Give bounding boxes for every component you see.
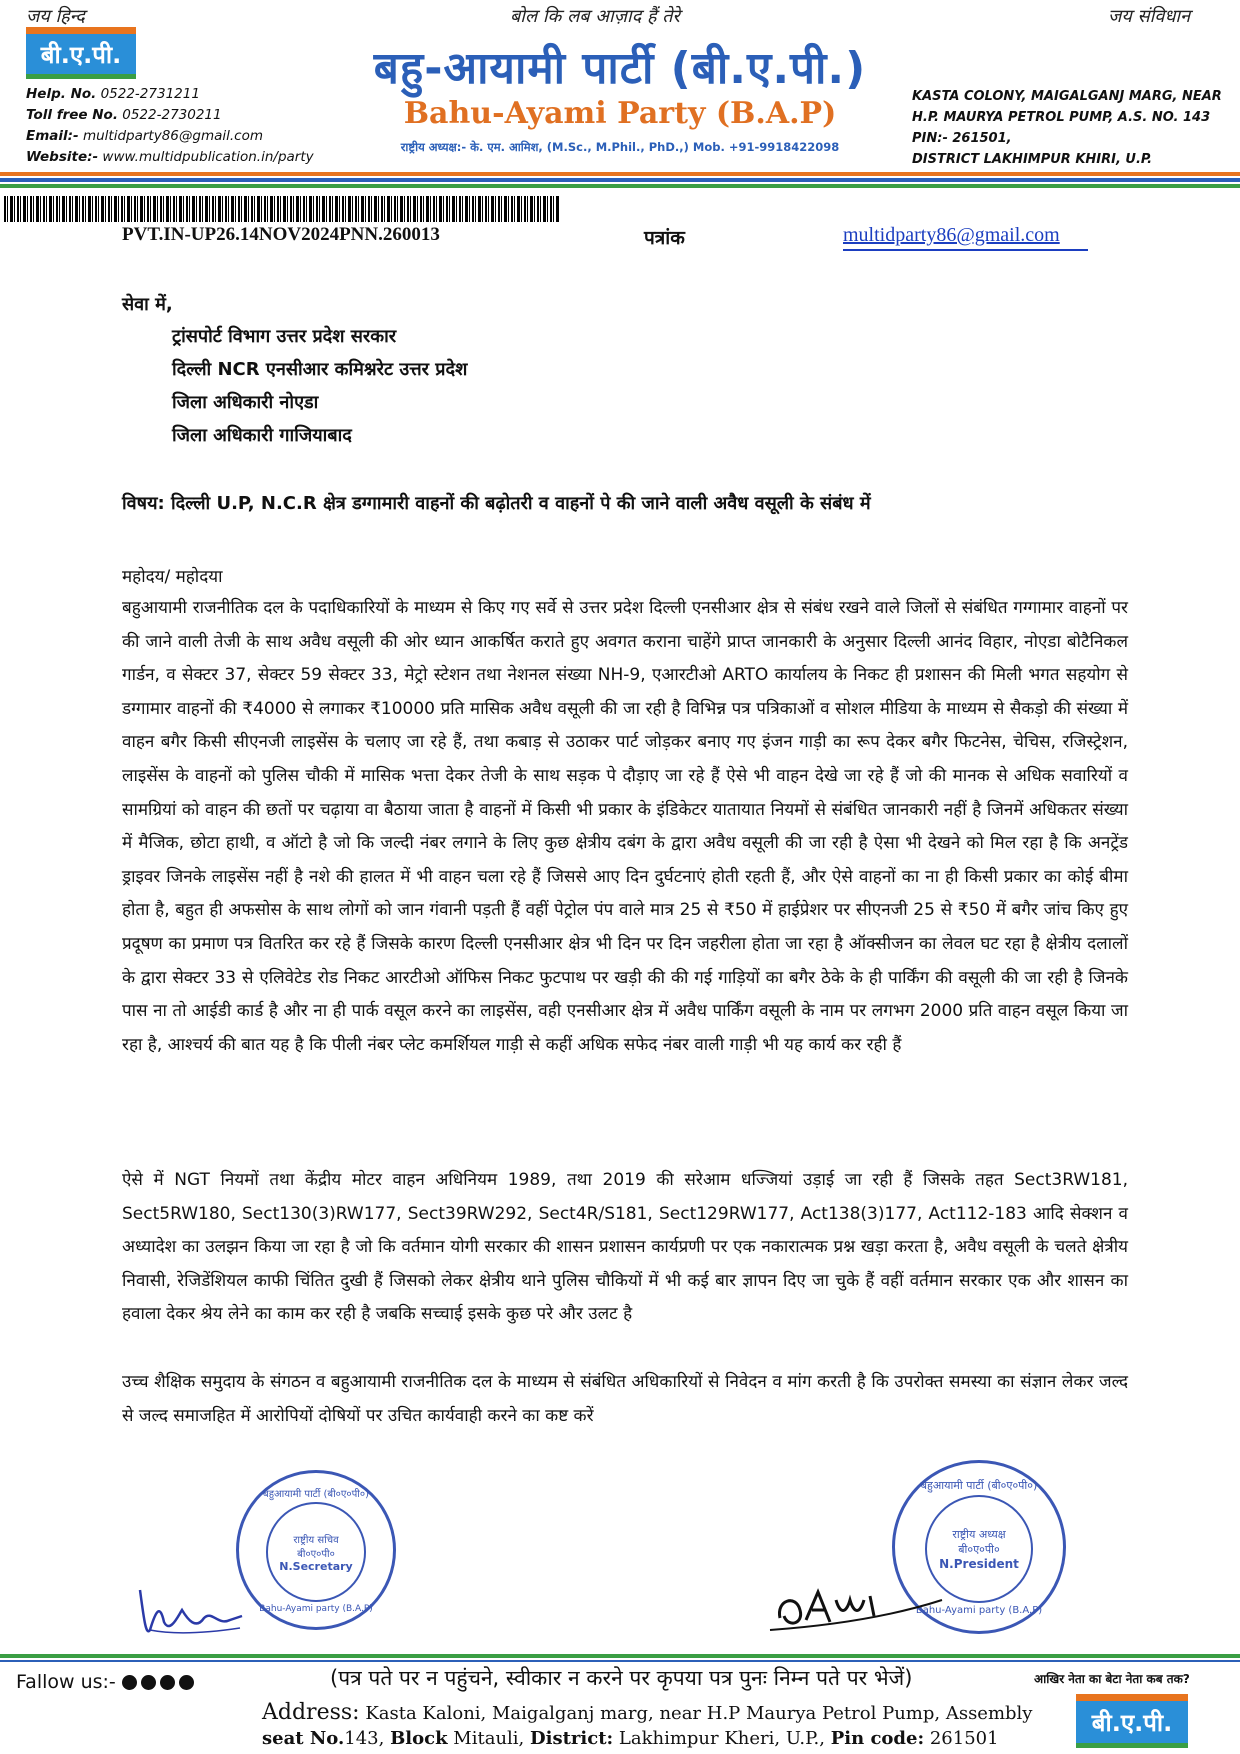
seal-role: N.Secretary: [279, 1559, 353, 1573]
seal-title: राष्ट्रीय अध्यक्ष: [952, 1528, 1006, 1541]
email-underline: [843, 249, 1088, 251]
block-value: Mitauli,: [453, 1728, 525, 1749]
header-stripe-orange: [0, 172, 1240, 176]
subject-line: विषय: दिल्ली U.P, N.C.R क्षेत्र डग्गामारी वाहनों की बढ़ोतरी व वाहनों पे की जाने वाली अवैध वसूली के संबंध में: [122, 493, 871, 514]
seal-bottom-text: Bahu-Ayami party (B.A.P): [259, 1603, 373, 1614]
instagram-icon[interactable]: [141, 1675, 156, 1690]
greeting: महोदय/ महोदया: [122, 567, 223, 587]
logo-text: बी.ए.पी.: [40, 40, 122, 69]
slogan-left: जय हिन्द: [26, 6, 85, 27]
seal-ring-text: बहुआयामी पार्टी (बी०ए०पी०): [263, 1489, 369, 1501]
letter-paragraph-3: उच्च शैक्षिक समुदाय के संगठन व बहुआयामी राजनीतिक दल के माध्यम से संबंधित अधिकारियों से निवेदन व मांग करती है कि उपरोक्त समस्या का संज्ञान लेकर जल्द से जल्द समाजहित में आरोपियों दोषियों पर उचित कार्यवाही करने का कष्ट करें: [122, 1372, 1128, 1426]
address-line-1: Kasta Kaloni, Maigalganj marg, near H.P Maurya Petrol Pump, Assembly: [365, 1703, 1033, 1724]
pincode-label: Pin code:: [830, 1728, 925, 1749]
twitter-icon[interactable]: [160, 1675, 175, 1690]
help-label: Help. No.: [26, 86, 97, 102]
footer-stripe-blue: [0, 1660, 1240, 1662]
seal-role: N.President: [939, 1557, 1019, 1571]
header-stripe-green: [0, 184, 1240, 188]
seal-ring-text: बहुआयामी पार्टी (बी०ए०पी०): [920, 1478, 1038, 1492]
recipient-line: जिला अधिकारी गाजियाबाद: [172, 425, 352, 446]
address-line: DISTRICT LAKHIMPUR KHIRI, U.P.: [912, 152, 1153, 167]
footer-logo: [1076, 1694, 1188, 1748]
tollfree-number: 0522-2730211: [122, 107, 222, 123]
party-name-english: Bahu-Ayami Party (B.A.P): [403, 96, 837, 131]
seal-org: बी०ए०पी०: [297, 1548, 335, 1560]
reference-number: PVT.IN-UP26.14NOV2024PNN.260013: [122, 224, 440, 245]
follow-label: Fallow us:-: [16, 1671, 116, 1693]
footer-stripe: [0, 1654, 1240, 1658]
facebook-icon[interactable]: [122, 1675, 137, 1690]
contact-block: [26, 84, 314, 168]
seal-bottom-text: Bahu-Ayami party (B.A.P): [915, 1605, 1043, 1617]
president-line: राष्ट्रीय अध्यक्ष:- के. एम. आमिश, (M.Sc., M.Phil., PhD.,) Mob. +91-9918422098: [400, 140, 840, 154]
address-line: PIN:- 261501,: [912, 131, 1012, 146]
follow-us: [16, 1671, 198, 1693]
seat-label: seat No.: [262, 1728, 345, 1749]
recipient-line: ट्रांसपोर्ट विभाग उत्तर प्रदेश सरकार: [172, 326, 397, 347]
address-line: KASTA COLONY, MAIGALGANJ MARG, NEAR: [912, 89, 1222, 104]
address-label: Address:: [262, 1700, 360, 1725]
email-label: Email:-: [26, 128, 79, 144]
recipient-line: जिला अधिकारी नोएडा: [172, 392, 319, 413]
header-email[interactable]: multidparty86@gmail.com: [82, 128, 263, 144]
website-link[interactable]: www.multidpublication.in/party: [102, 149, 314, 165]
recipient-line: दिल्ली NCR एनसीआर कमिश्नरेट उत्तर प्रदेश: [172, 359, 468, 380]
letter-paragraph-2: ऐसे में NGT नियमों तथा केंद्रीय मोटर वाहन अधिनियम 1989, तथा 2019 की सरेआम धज्जियां उड़ाई जा रही हैं जिसके तहत Sect3RW181, Sect5RW180, Sect130(3)RW177, Sect39RW292, Sect4R/S181, Sect129RW177, Act138(3)177, Act112-183 आदि सेक्शन व अध्यादेश का उलझन किया जा रहा है जो कि वर्तमान योगी सरकार की शासन प्रशासन कार्यप्रणी पर एक नकारात्मक प्रश्न खड़ा करता है, अवैध वसूली के चलते क्षेत्रीय निवासी, रेजिडेंशियल काफी चिंतित दुखी हैं जिसको लेकर क्षेत्रीय थाने पुलिस चौकियों में भी कई बार ज्ञापन दिए जा चुके हैं वहीं वर्तमान सरकार एक और शासन का हवाला देकर श्रेय लेने का काम कर रही है जबकि सच्चाई इसके कुछ परे और उलट है: [122, 1170, 1128, 1325]
district-label: District:: [530, 1728, 614, 1749]
secretary-signature: [130, 1570, 250, 1640]
seat-value: 143,: [344, 1728, 385, 1749]
pincode-value: 261501: [929, 1728, 999, 1749]
district-value: Lakhimpur Kheri, U.P.,: [618, 1728, 825, 1749]
footer-address: [262, 1700, 1032, 1751]
seal-inner: [266, 1502, 365, 1601]
seal-org: बी०ए०पी०: [958, 1543, 1000, 1556]
slogan-center: बोल कि लब आज़ाद हैं तेरे: [510, 6, 680, 27]
tollfree-label: Toll free No.: [26, 107, 118, 123]
footer-note: (पत्र पते पर न पहुंचने, स्वीकार न करने पर कृपया पत्र पुनः निम्न पते पर भेजें): [330, 1666, 913, 1690]
party-logo: [26, 27, 136, 79]
website-label: Website:-: [26, 149, 99, 165]
slogan-right: जय संविधान: [1108, 6, 1191, 27]
youtube-icon[interactable]: [179, 1675, 194, 1690]
footer-logo-text: बी.ए.पी.: [1091, 1708, 1173, 1737]
secretary-seal: [236, 1470, 396, 1630]
footer-slogan: आखिर नेता का बेटा नेता कब तक?: [1034, 1672, 1190, 1686]
president-signature: [766, 1570, 946, 1640]
patrank-label: पत्रांक: [644, 227, 685, 249]
block-label: Block: [390, 1728, 448, 1749]
salutation-to: सेवा में,: [122, 294, 173, 315]
party-name-hindi: बहु-आयामी पार्टी (बी.ए.पी.): [373, 43, 867, 94]
letter-paragraph-1: बहुआयामी राजनीतिक दल के पदाधिकारियों के माध्यम से किए गए सर्वे से उत्तर प्रदेश दिल्ली एनसीआर क्षेत्र से संबंध रखने वाले जिलों से संबंधित गग्गामार वाहनों पर की जाने वाली तेजी के साथ अवैध वसूली की ओर ध्यान आकर्षित कराते हुए अवगत कराना चाहेंगे प्राप्त जानकारी के अनुसार दिल्ली आनंद विहार, नोएडा बोटैनिकल गार्डन, व सेक्टर 37, सेक्टर 59 सेक्टर 33, मेट्रो स्टेशन तथा नेशनल संख्या NH-9, एआरटीओ ARTO कार्यालय के निकट ही प्रशासन की मिली भगत सहयोग से डग्गामार वाहनों की ₹4000 से लगाकर ₹10000 प्रति मासिक अवैध वसूली की जा रही है विभिन्न पत्र पत्रिकाओं व सोशल मीडिया के माध्यम से सैकड़ो की संख्या में वाहन बगैर किसी सीएनजी लाइसेंस के चलाए जा रहे हैं, तथा कबाड़ से उठाकर पार्ट जोड़कर बनाए गए इंजन गाड़ी का रूप देकर बगैर फिटनेस, चेचिस, रजिस्ट्रेशन, लाइसेंस के वाहनों को पुलिस चौकी में मासिक भत्ता देकर तेजी के साथ सड़क पे दौड़ाए जा रहे हैं ऐसे भी वाहन देखे जा रहे हैं जो की मानक से अधिक सवारियों व सामग्रियां को वाहन की छतों पर चढ़ाया वा बैठाया जाता है वाहनों में किसी भी प्रकार के इंडिकेटर यातायात नियमों से संबंधित जानकारी नहीं है जिनमें अधिकतर संख्या में मैजिक, छोटा हाथी, व ऑटो है जो कि जल्दी नंबर लगाने के लिए कुछ क्षेत्रीय दबंग के द्वारा अवैध वसूली की जा रही है ऐसा भी देखने को मिल रहा है कि अनट्रेंड ड्राइवर जिनके लाइसेंस नहीं है नशे की हालत में भी वाहन चला रहे हैं जिससे आए दिन दुर्घटनाएं होती रहती हैं, और ऐसे वाहनों का ना ही किसी प्रकार का कोई बीमा होता है, बहुत ही अफसोस के साथ लोगों को जान गंवानी पड़ती हैं वहीं पेट्रोल पंप वाले मात्र 25 से ₹50 में हाईप्रेशर पर सीएनजी 25 से ₹50 में बगैर जांच किए हुए प्रदूषण का प्रमाण पत्र वितरित कर रहे हैं जिसके कारण दिल्ली एनसीआर क्षेत्र भी दिन पर दिन जहरीला होता जा रहा है ऑक्सीजन का लेवल घट रहा है क्षेत्रीय दलालों के द्वारा सेक्टर 33 से एलिवेटेड रोड निकट आरटीओ ऑफिस निकट फुटपाथ पर खड़ी की की गई गाड़ियों का बगैर ठेके के ही पार्किंग की वसूली की जा रही है जिनके पास ना तो आईडी कार्ड है और ना ही पार्क वसूल करने का लाइसेंस, वही एनसीआर क्षेत्र में अवैध पार्किंग वसूली के नाम पर लगभग 2000 प्रति वाहन वसूल किया जा रहा है, आश्चर्य की बात यह है कि पीली नंबर प्लेट कमर्शियल गाड़ी से कहीं अधिक सफेद नंबर वाली गाड़ी भी यह कार्य कर रही हैं: [122, 598, 1128, 1055]
help-number: 0522-2731211: [100, 86, 200, 102]
header-address: [912, 86, 1222, 170]
address-line: H.P. MAURYA PETROL PUMP, A.S. NO. 143: [912, 110, 1211, 125]
seal-title: राष्ट्रीय सचिव: [293, 1534, 339, 1546]
header-stripe-blue: [0, 178, 1240, 182]
barcode: [4, 196, 560, 222]
letter-email-link[interactable]: multidparty86@gmail.com: [843, 224, 1060, 246]
